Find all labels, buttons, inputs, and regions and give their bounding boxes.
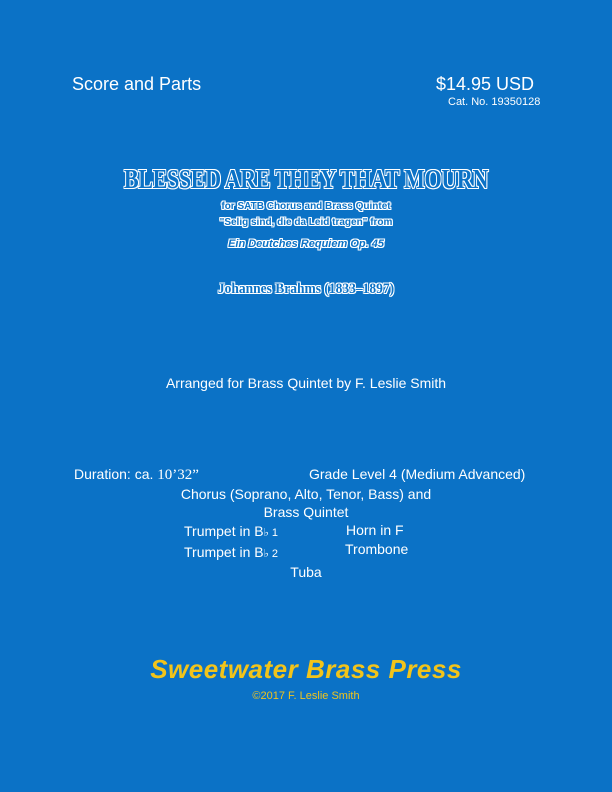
catalog-number: Cat. No. 19350128 (448, 96, 541, 108)
duration-value: 10’32” (157, 467, 199, 483)
subtitle-line-3: Ein Deutches Requiem Op. 45 (228, 238, 384, 250)
subtitle-line-2: "Selig sind, die da Leid tragen" from (219, 217, 393, 228)
score-and-parts-label: Score and Parts (72, 74, 202, 94)
copyright-notice: ©2017 F. Leslie Smith (252, 690, 360, 702)
trumpet-2-suffix: ♭ 2 (263, 548, 278, 560)
trumpet-1-suffix: ♭ 1 (263, 527, 278, 539)
grade-level: Grade Level 4 (Medium Advanced) (309, 466, 526, 482)
composer-name: Johannes Brahms (1833–1897) (217, 281, 395, 297)
subtitle-line-1: for SATB Chorus and Brass Quintet (221, 201, 391, 212)
page-title: BLESSED ARE THEY THAT MOURN (123, 164, 489, 194)
arranger-credit: Arranged for Brass Quintet by F. Leslie Smith (165, 375, 447, 391)
publisher-logo: Sweetwater Brass Press (150, 654, 462, 684)
tuba: Tuba (290, 564, 322, 580)
chorus-voices: Chorus (Soprano, Alto, Tenor, Bass) and (180, 486, 432, 502)
trumpet-2-label: Trumpet in B (184, 544, 264, 560)
horn-in-f: Horn in F (346, 522, 404, 538)
trumpet-2 (184, 544, 278, 560)
duration-label: Duration: ca. (74, 466, 158, 482)
trumpet-1 (184, 523, 278, 539)
trumpet-1-label: Trumpet in B (184, 523, 264, 539)
trombone: Trombone (345, 541, 409, 557)
duration (74, 466, 199, 484)
brass-quintet-label: Brass Quintet (263, 504, 349, 520)
price-label: $14.95 USD (436, 74, 535, 94)
